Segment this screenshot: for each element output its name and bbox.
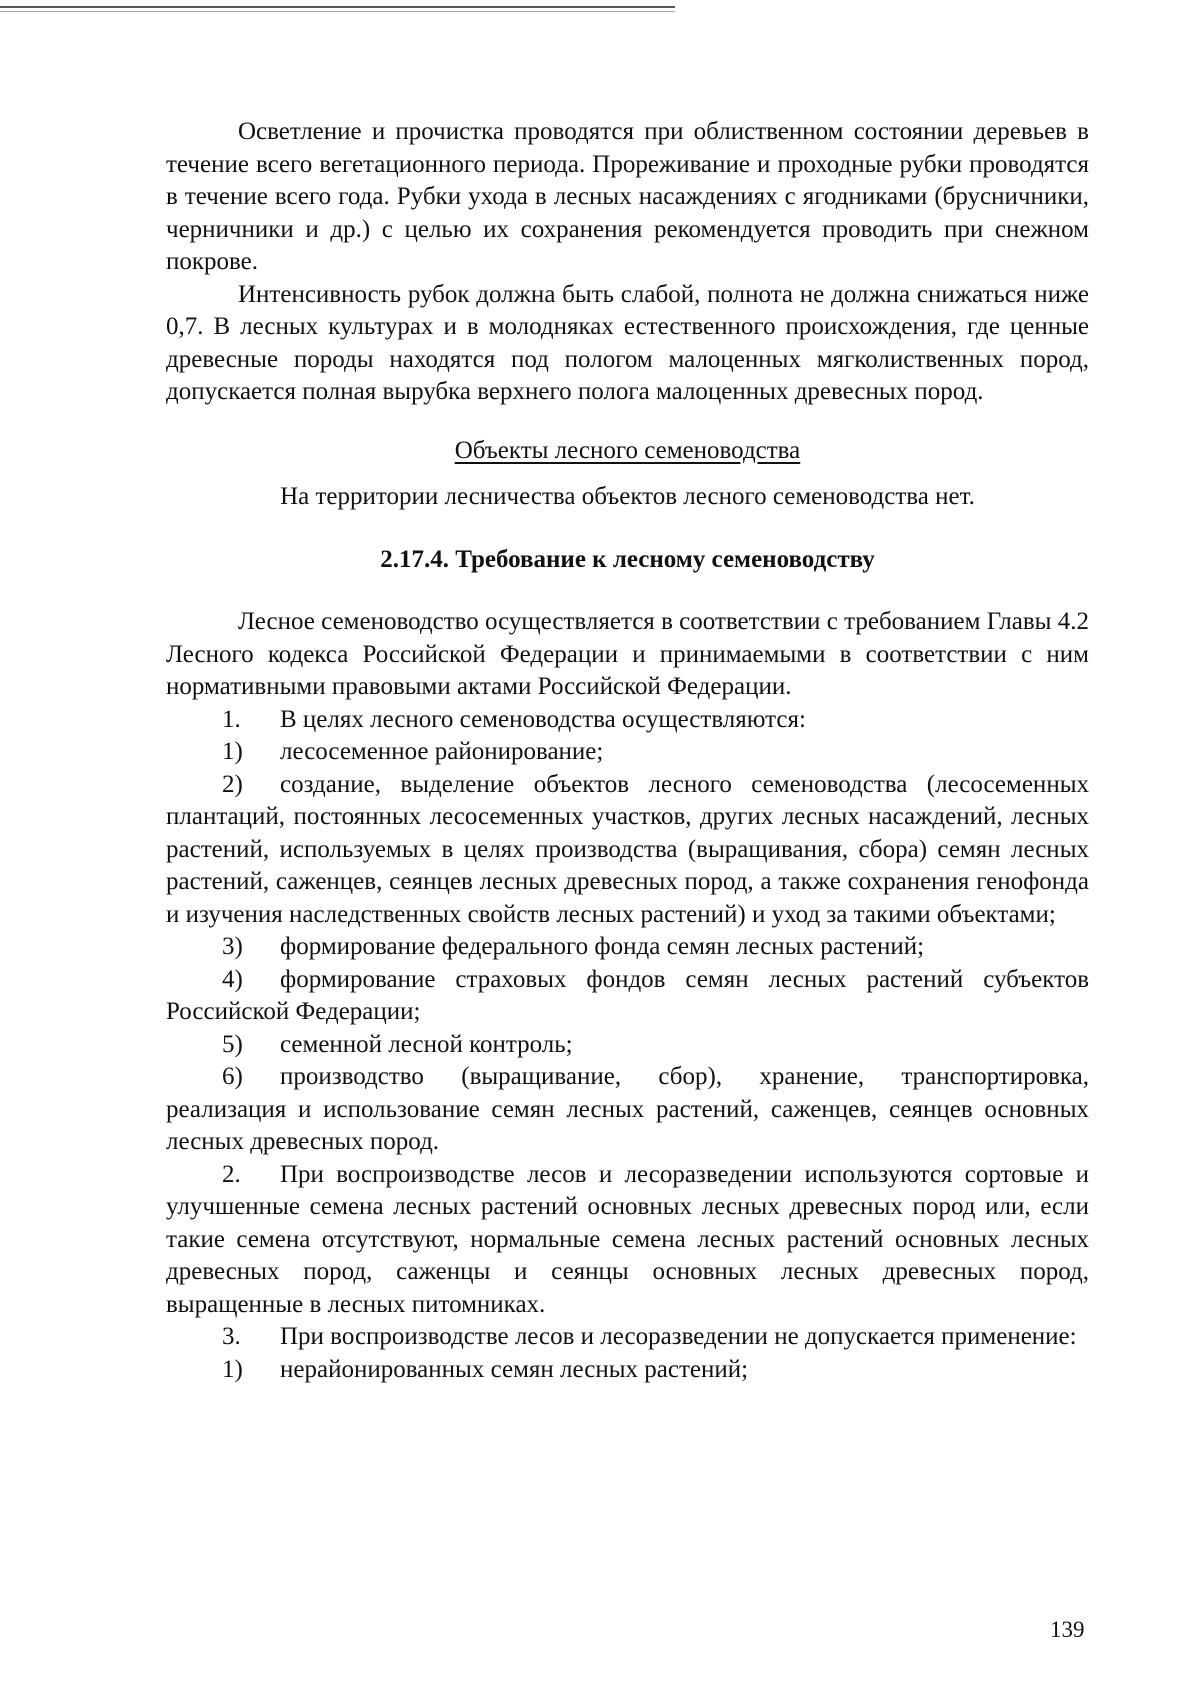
list-item (166, 1061, 1089, 1159)
list-item-number: 2. (222, 1160, 241, 1188)
list-item-text: производство (выращивание, сбор), хранение, транспортировка, реализация и использование семян лесных растений, саженцев, сеянцев основных лесных древесных пород. (166, 1063, 1089, 1155)
list-item (166, 769, 1089, 932)
list-item (166, 736, 1089, 769)
list-item-text: создание, выделение объектов лесного семеноводства (лесосеменных плантаций, постоянных лесосеменных участков, других лесных насаждений, лесных растений, используемых в целях производства (выращивания, сбора) семян лесных растений, саженцев, сеянцев лесных древесных пород, а также сохранения генофонда и изучения наследственных свойств лесных растений) и уход за такими объектами; (166, 770, 1089, 928)
list-item-text: семенной лесной контроль; (280, 1030, 573, 1058)
list-item-number: 1. (222, 705, 241, 733)
paragraph-thinning: Осветление и прочистка проводятся при облиственном состоянии деревьев в течение всего вегетационного периода. Прореживание и проходные рубки проводятся в течение всего года. Рубки ухода в лесных насаждениях с ягодниками (брусничники, черничники и др.) с целью их сохранения рекомендуется проводить при снежном покрове. (166, 118, 1089, 275)
top-border-line-thin (0, 11, 675, 12)
document-page (166, 116, 1089, 1386)
paragraph-intensity: Интенсивность рубок должна быть слабой, полнота не должна снижаться ниже 0,7. В лесных культурах и в молодняках естественного происхождения, где ценные древесные породы находятся под пологом малоценных мягколиственных пород, допускается полная вырубка верхнего полога малоценных древесных пород. (166, 280, 1089, 405)
list-item (166, 1029, 1089, 1062)
list-item (166, 964, 1089, 1029)
list-item-text: В целях лесного семеноводства осуществляются: (280, 705, 806, 733)
list-item-number: 3) (222, 933, 243, 960)
list-item-text: формирование страховых фондов семян лесных растений субъектов Российской Федерации; (166, 965, 1089, 1025)
list-item-text: лесосеменное районирование; (280, 738, 604, 765)
list-item (166, 1321, 1089, 1354)
list-item (166, 1354, 1089, 1387)
list-item-number: 3. (222, 1323, 241, 1350)
subsection-text: На территории лесничества объектов лесного семеноводства нет. (280, 483, 975, 510)
list-item-text: нерайонированных семян лесных растений; (280, 1355, 749, 1383)
list-item-number: 1) (222, 738, 243, 765)
list-item-text: При воспроизводстве лесов и лесоразведении не допускается применение: (280, 1323, 1077, 1350)
list-item (166, 931, 1089, 964)
section-heading: 2.17.4. Требование к лесному семеноводству (380, 545, 875, 573)
list-item-number: 2) (222, 770, 243, 798)
list-item-number: 5) (222, 1030, 243, 1058)
subsection-title: Объекты лесного семеноводства (454, 436, 801, 464)
page-number: 139 (1050, 1617, 1085, 1642)
list-item-number: 4) (222, 965, 243, 993)
list-item-number: 6) (222, 1063, 243, 1090)
list-item-number: 1) (222, 1355, 243, 1383)
list-item (166, 704, 1089, 737)
intro-paragraph: Лесное семеноводство осуществляется в соответствии с требованием Главы 4.2 Лесного кодекса Российской Федерации и принимаемыми в соответствии с ним нормативными правовыми актами Российской Федерации. (166, 608, 1089, 700)
list-item-text: формирование федерального фонда семян лесных растений; (280, 933, 925, 960)
list-item (166, 1159, 1089, 1322)
list-item-text: При воспроизводстве лесов и лесоразведении используются сортовые и улучшенные семена лесных растений основных лесных древесных пород или, если такие семена отсутствуют, нормальные семена лесных растений основных лесных древесных пород, саженцы и сеянцы основных лесных древесных пород, выращенные в лесных питомниках. (166, 1160, 1089, 1318)
top-border-line (0, 6, 675, 8)
